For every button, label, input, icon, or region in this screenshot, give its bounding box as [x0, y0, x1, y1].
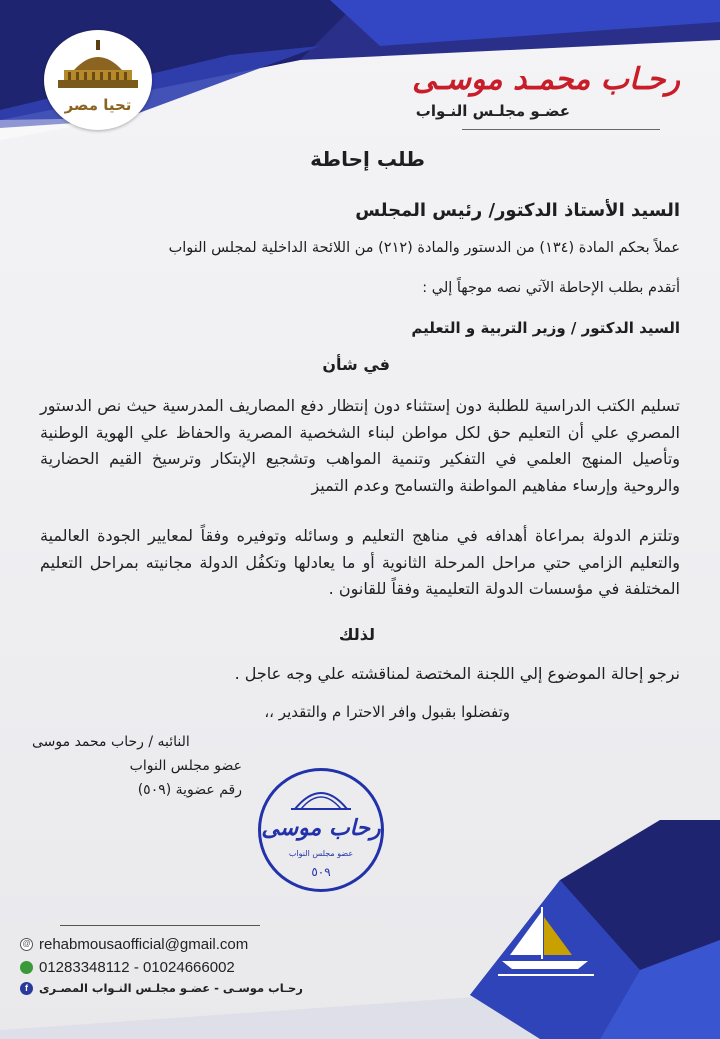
letter-title: طلب إحاطة: [310, 147, 425, 171]
footer-band: [0, 820, 720, 1039]
sailboat-icon: [494, 903, 604, 983]
intro-line: أتقدم بطلب الإحاطة الآتي نصه موجهاً إلي :: [422, 280, 680, 296]
mp-name: رحـاب محمـد موسـى: [412, 62, 680, 97]
stamp-name: رحاب موسى: [261, 815, 381, 841]
addressee: السيد الأستاذ الدكتور/ رئيس المجلس: [355, 200, 680, 221]
request-line: نرجو إحالة الموضوع إلي اللجنة المختصة لمناقشته علي وجه عاجل .: [234, 664, 680, 683]
tahya-misr-logo: [44, 30, 152, 130]
signature-role: عضو مجلس النواب: [129, 758, 242, 774]
legal-basis-line: عملاً بحكم المادة (١٣٤) من الدستور والمادة (٢١٢) من اللائحة الداخلية لمجلس النواب: [168, 240, 680, 256]
stamp-number: ٥٠٩: [311, 865, 331, 879]
stamp-role: عضو مجلس النواب: [288, 849, 354, 858]
subject-heading: في شأن: [322, 355, 390, 374]
footer-phones: 01283348112 - 01024666002: [39, 959, 235, 976]
signature-name: النائبه / رحاب محمد موسى: [32, 734, 190, 750]
closing-line: وتفضلوا بقبول وافر الاحترا م والتقدير ،،: [264, 703, 510, 721]
body-paragraph-1: تسليم الكتب الدراسية للطلبة دون إستثناء دون إنتظار دفع المصاريف المدرسية حيث نص الدستور المصري علي أن التعليم حق لكل مواطن لبناء الشخصية المصرية والحفاظ علي الهوية الوطنية وتأصيل المنهج العلمي في التفكير وتنمية المواهب وتشجيع الإبتكار وترسيخ القيم الحضارية والروحية وإرساء مفاهيم المواطنة والتسامح وعدم التميز: [40, 396, 680, 495]
footer-tagline: رحـاب موسـى - عضـو مجلـس النـواب المصـرى: [39, 981, 303, 995]
footer-email[interactable]: rehabmousaofficial@gmail.com: [39, 936, 249, 953]
therefore-heading: لذلك: [338, 625, 375, 644]
signature-membership: رقم عضوية (٥٠٩): [137, 782, 242, 798]
stamp-dome-icon: [261, 775, 381, 815]
body-paragraph-2: وتلتزم الدولة بمراعاة أهدافه في مناهج التعليم و وسائله وتوفيره وفقاً لمعايير الجودة العالمية والتعليم الزامي حتي مراحل المرحلة الثانوية أو ما يعادلها وتكفُل الدولة مجانيته بمراحل التعليم المختلفة في مؤسسات الدولة التعليمية وفقاً للقانون .: [40, 526, 680, 598]
mp-role: عضـو مجلـس النـواب: [415, 102, 570, 120]
email-icon: @: [20, 938, 33, 951]
header-rule: [462, 129, 660, 130]
recipient: السيد الدكتور / وزير التربية و التعليم: [411, 319, 680, 337]
facebook-icon: f: [20, 982, 33, 995]
logo-caption: تحيا مصر: [64, 96, 132, 114]
